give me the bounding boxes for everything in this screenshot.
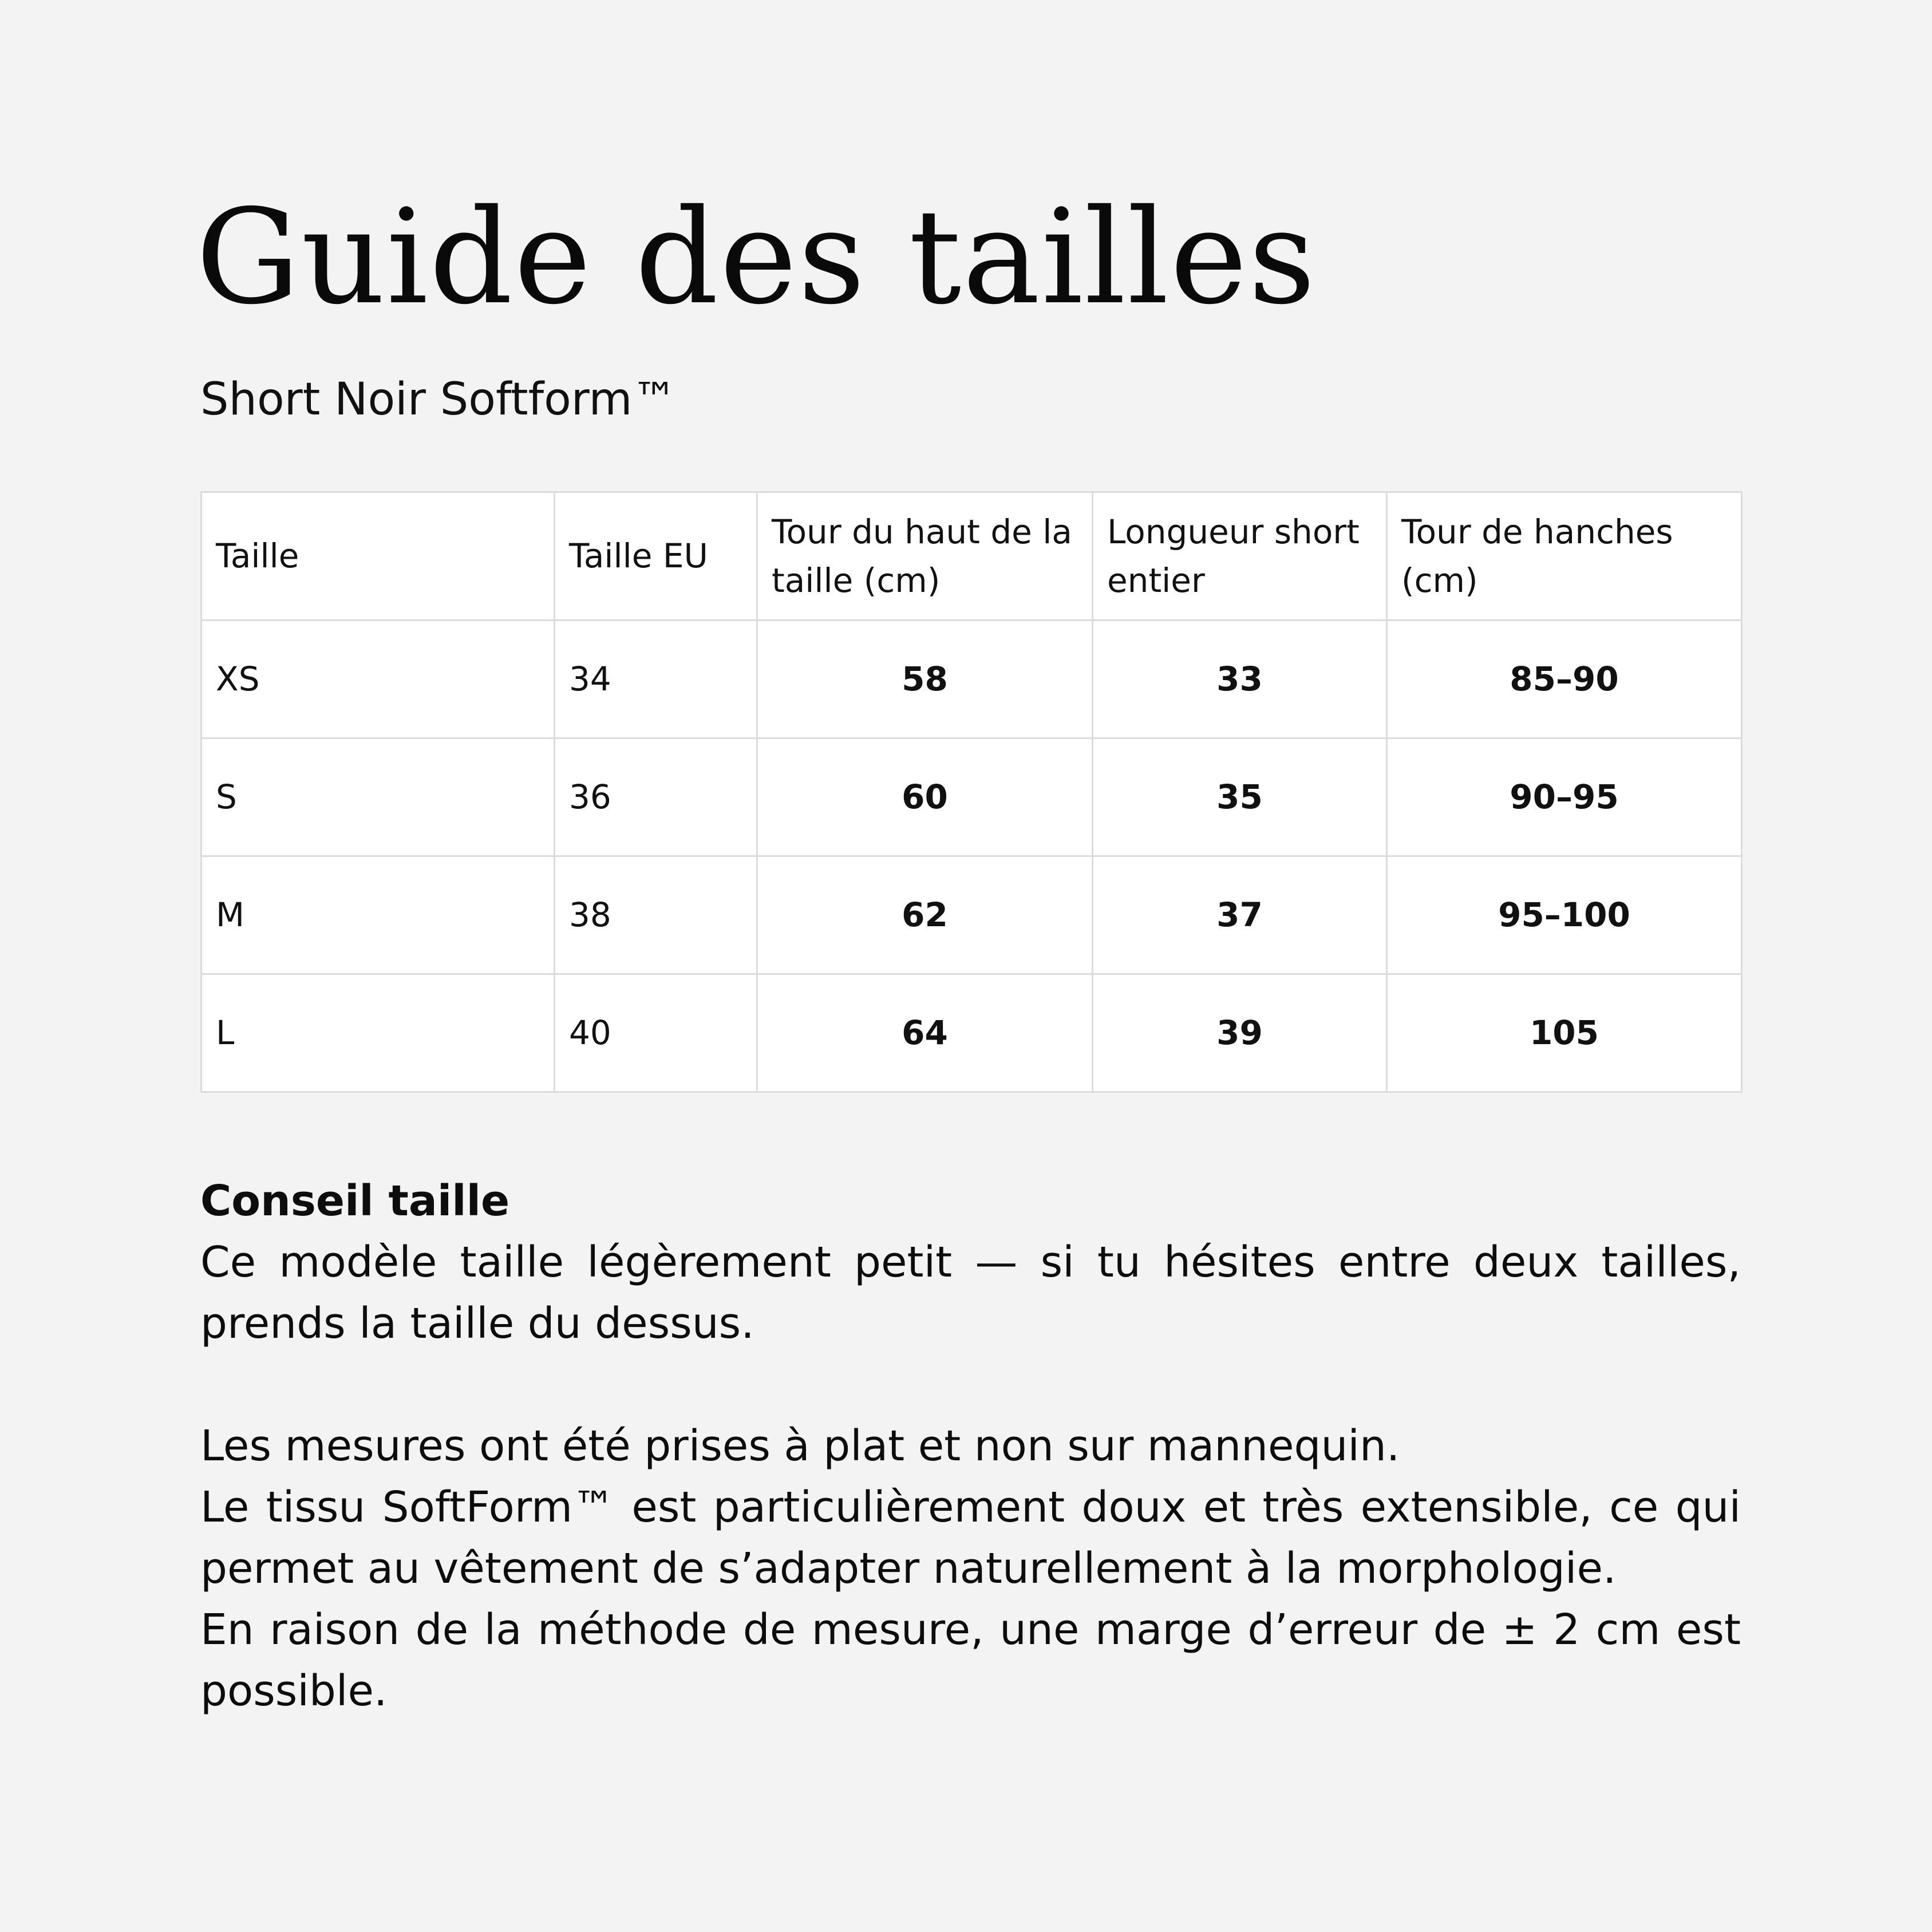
cell-hips: 90–95 xyxy=(1387,738,1742,856)
note-measurement-method: Les mesures ont été prises à plat et non sur mannequin. xyxy=(200,1421,1400,1471)
cell-waist: 64 xyxy=(757,974,1093,1092)
header-longueur: Longueur short entier xyxy=(1093,492,1387,621)
cell-hips: 85–90 xyxy=(1387,621,1742,738)
cell-hips: 105 xyxy=(1387,974,1742,1092)
cell-eu-size: 38 xyxy=(555,856,757,974)
cell-eu-size: 40 xyxy=(555,974,757,1092)
table-row xyxy=(202,738,1742,856)
table-row xyxy=(202,974,1742,1092)
cell-waist: 58 xyxy=(757,621,1093,738)
cell-size: S xyxy=(202,738,555,856)
page-title: Guide des tailles xyxy=(196,181,1317,333)
table-row xyxy=(202,621,1742,738)
header-tour-taille: Tour du haut de la taille (cm) xyxy=(757,492,1093,621)
header-taille-eu: Taille EU xyxy=(555,492,757,621)
size-table xyxy=(200,491,1743,1093)
cell-waist: 62 xyxy=(757,856,1093,974)
advice-text: Ce modèle taille légèrement petit — si tu hésites entre deux tailles, prends la taille du dessus. xyxy=(200,1238,1741,1348)
notes-spacer xyxy=(200,1354,1741,1416)
cell-length: 33 xyxy=(1093,621,1387,738)
size-notes xyxy=(200,1171,1741,1722)
cell-size: XS xyxy=(202,621,555,738)
header-taille: Taille xyxy=(202,492,555,621)
cell-waist: 60 xyxy=(757,738,1093,856)
header-tour-hanches: Tour de hanches (cm) xyxy=(1387,492,1742,621)
table-row xyxy=(202,856,1742,974)
cell-size: M xyxy=(202,856,555,974)
cell-size: L xyxy=(202,974,555,1092)
table-header-row xyxy=(202,492,1742,621)
advice-heading: Conseil taille xyxy=(200,1176,510,1226)
note-error-margin: En raison de la méthode de mesure, une marge d’erreur de ± 2 cm est possible. xyxy=(200,1605,1741,1716)
cell-eu-size: 34 xyxy=(555,621,757,738)
cell-hips: 95–100 xyxy=(1387,856,1742,974)
product-name: Short Noir Softform™ xyxy=(200,374,677,425)
cell-length: 35 xyxy=(1093,738,1387,856)
note-fabric: Le tissu SoftForm™ est particulièrement doux et très extensible, ce qui permet au vêtement de s’adapter naturellement à la morphologie. xyxy=(200,1483,1741,1593)
cell-length: 37 xyxy=(1093,856,1387,974)
cell-eu-size: 36 xyxy=(555,738,757,856)
cell-length: 39 xyxy=(1093,974,1387,1092)
